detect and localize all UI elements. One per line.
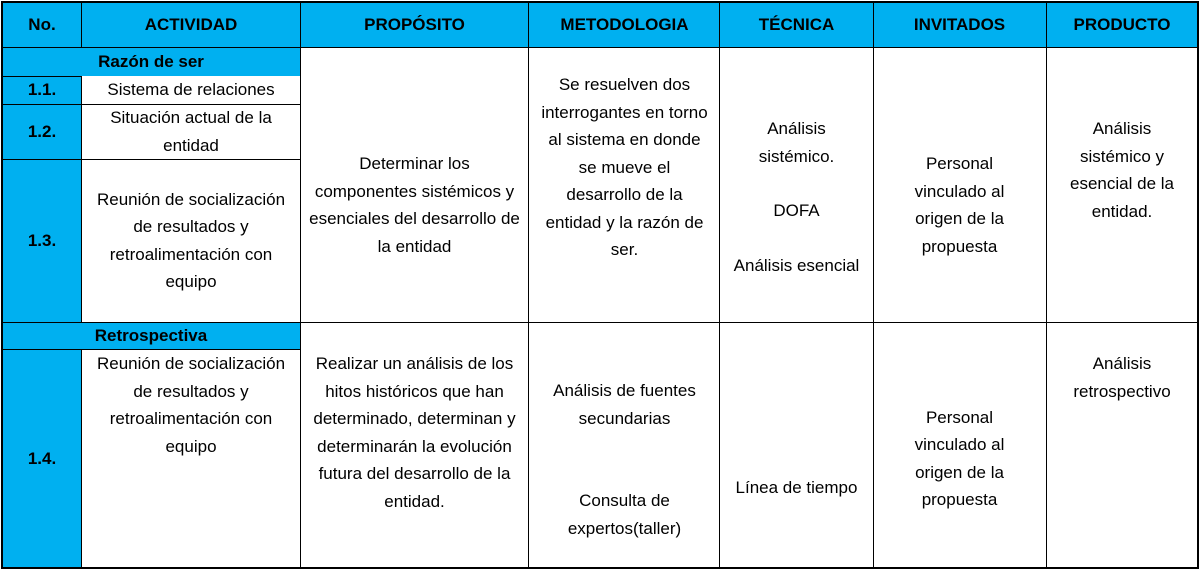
razon-title-bottom [2,76,82,77]
col-line-6 [1046,2,1047,568]
row-number-1-2: 1.2. [2,104,82,159]
section-title-retrospectiva: Retrospectiva [2,322,300,350]
section1-metodologia: Se resuelven dos interrogantes en torno al sistema en donde se mueve el desarrollo de la entidad y la razón de ser. [529,48,720,322]
header-producto: PRODUCTO [1046,2,1198,48]
row-line-1-2-bottom [2,159,300,160]
section1-invitados: Personal vinculado al origen de la propuesta [873,48,1046,322]
retrospectiva-title-bottom [2,349,300,350]
col-line-3 [528,2,529,568]
section-title-razon-de-ser: Razón de ser [2,48,300,76]
section2-proposito [300,322,529,568]
col-line-2 [300,2,301,568]
section2-proposito-text: Realizar un análisis de los hitos históricos que han determinado, determinan y determinarán la evolución futura del desarrollo de la entidad. [313,354,516,511]
tecnica-analisis-esencial: Análisis esencial [733,255,860,275]
row-number-1-1: 1.1. [2,76,82,104]
row-line-1-1-bottom [2,104,300,105]
metodologia-consulta-expertos: Consulta de expertos(taller) [567,491,682,538]
header-tecnica: TÉCNICA [720,2,873,48]
row-activity-1-4-text: Reunión de socialización de resultados y retroalimentación con equipo [96,354,286,456]
col-line-1c [81,350,82,568]
section1-tecnica [720,48,873,322]
header-no: No. [2,2,82,48]
col-line-4 [719,2,720,568]
header-metodologia: METODOLOGIA [529,2,720,48]
col-line-1b [81,76,82,322]
section1-producto: Análisis sistémico y esencial de la entidad. [1046,48,1198,322]
section2-tecnica: Línea de tiempo [720,322,873,568]
section2-producto-text: Análisis retrospectivo [1073,354,1171,401]
metodologia-fuentes-secundarias: Análisis de fuentes secundarias [553,381,696,428]
row-activity-1-1: Sistema de relaciones [82,76,300,104]
row-number-1-4: 1.4. [2,350,82,568]
section2-metodologia [529,322,720,568]
section2-producto [1046,322,1198,568]
row-activity-1-3: Reunión de socialización de resultados y retroalimentación con equipo [82,159,300,322]
header-proposito: PROPÓSITO [300,2,529,48]
row-number-1-3: 1.3. [2,159,82,322]
header-invitados: INVITADOS [873,2,1046,48]
section1-proposito: Determinar los componentes sistémicos y esenciales del desarrollo de la entidad [300,48,529,322]
section2-invitados: Personal vinculado al origen de la propuesta [873,322,1046,568]
section-divider-line [2,322,1198,323]
tecnica-analisis-sistemico: Análisis sistémico. [758,119,835,166]
row-activity-1-2: Situación actual de la entidad [82,104,300,159]
header-bottom-line [2,47,1198,48]
col-line-5 [873,2,874,568]
col-line-1 [81,2,82,48]
row-activity-1-4 [82,350,300,568]
tecnica-dofa: DOFA [773,201,820,220]
header-actividad: ACTIVIDAD [82,2,300,48]
